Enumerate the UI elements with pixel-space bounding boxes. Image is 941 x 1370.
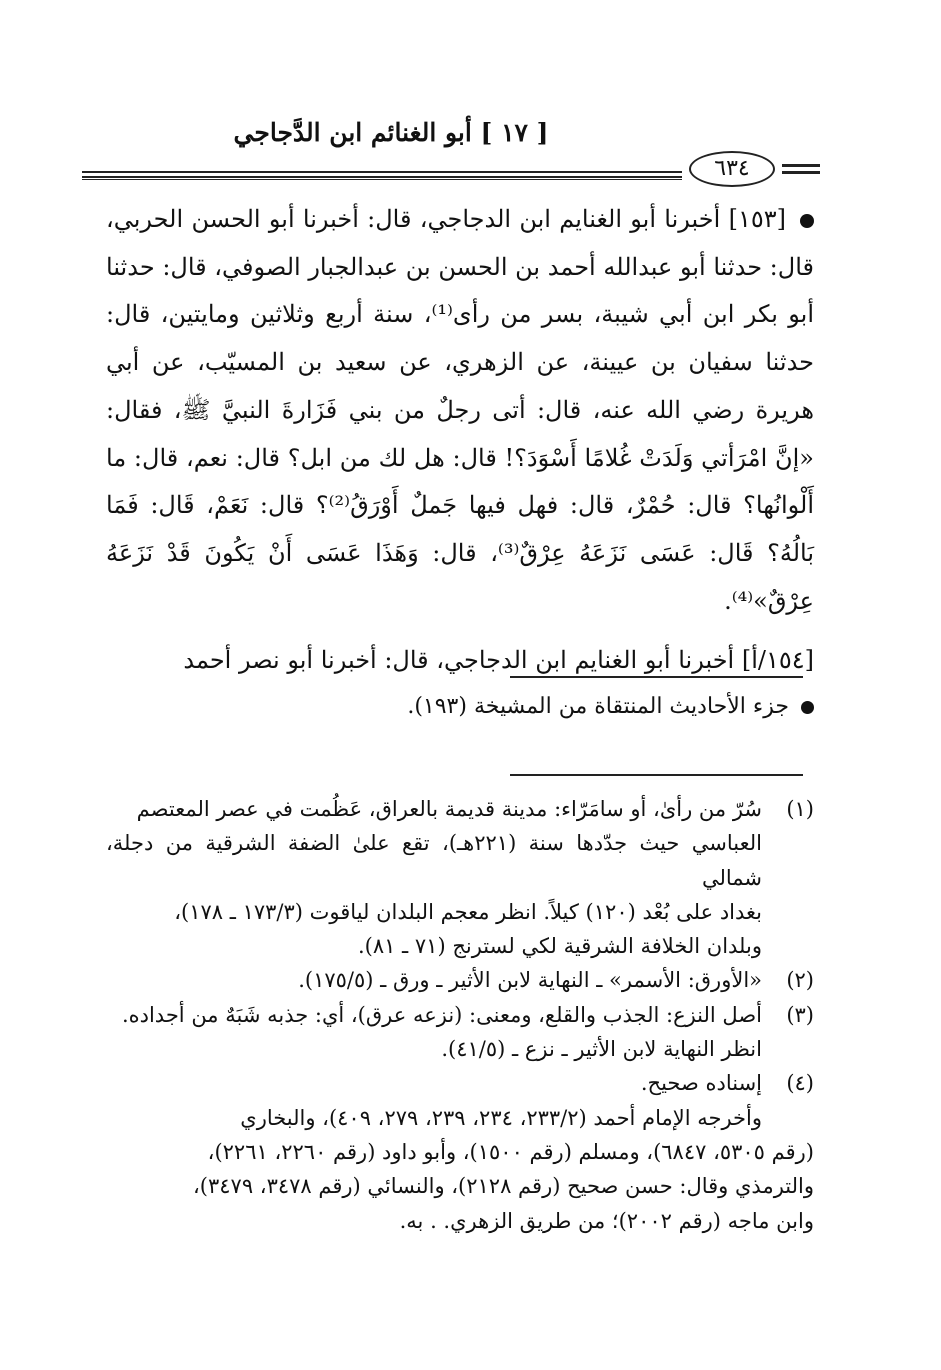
text-line: الحربي، قال: حدثنا أبو عبدالله أحمد بن الحسن بن عبدالجبار الصوفي، (106, 205, 814, 281)
footnote-line: العباسي حيث جدّدها سنة (٢٢١هـ)، تقع علىٰ الضفة الشرقية من دجلة، شمالي (106, 831, 762, 890)
footnote-line: وأخرجه الإمام أحمد (٢٣٣/٢، ٢٣٤، ٢٣٩، ٢٧٩، ٤٠٩)، والبخاري (240, 1105, 762, 1130)
text-line: ما أَلْوانُها؟ قال: حُمْرٌ، قال: فهل فيها جَملٌ أَوْرَقُ⁽²⁾؟ قال: نَعَمْ، قَال: فَمَا (106, 443, 815, 520)
footnote-line: انظر النهاية لابن الأثير ـ نزع ـ (٤١/٥). (441, 1037, 762, 1062)
footnote-line: بغداد على بُعْد (١٢٠) كيلاً. انظر معجم البلدان لياقوت (١٧٣/٣ ـ ١٧٨)، (174, 899, 762, 924)
hadith-153 (106, 196, 814, 625)
footnote-line: سُرّ من رأىٰ، أو سامَرّاء: مدينة قديمة بالعراق، عَظُمت في عصر المعتصم (136, 797, 762, 821)
text-line: «إنَّ امْرَأتي وَلَدَتْ غُلامًا أَسْوَدَ؟! قال: هل لك من ابل؟ قال: نعم، قال: (133, 443, 814, 472)
section-divider (510, 676, 803, 678)
bullet-icon (801, 701, 814, 714)
footnote-text (106, 792, 762, 963)
footnote-1 (106, 792, 814, 963)
footnote-line: إسناده صحيح. (640, 1071, 762, 1096)
bullet-icon (800, 214, 814, 228)
page-number-ornament (782, 164, 820, 167)
footnote-number: (٤) (786, 1071, 814, 1096)
footnote-line: والترمذي وقال: حسن صحيح (رقم ٢١٢٨)، والنسائي (رقم ٣٤٧٨، ٣٤٧٩)، (193, 1174, 814, 1199)
footnote-text (106, 1066, 762, 1100)
footnote-number: (١) (786, 797, 814, 821)
header-rule (82, 171, 682, 173)
footnote-line: (رقم ٥٣٠٥، ٦٨٤٧)، ومسلم (رقم ١٥٠٠)، وأبو داود (رقم ٢٢٦٠، ٢٢٦١)، (207, 1139, 814, 1164)
footnote-line: أصل النزع: الجذب والقلع، ومعنى: (نزعه عرق)، أي: جذبه شَبَهٌ من أجداده. (121, 1002, 762, 1027)
text-line: عن أبي هريرة رضي الله عنه، قال: أتى رجلٌ من بني فَزَارةَ النبيَّ ﷺ، فقال: (106, 348, 814, 424)
header-rule (82, 179, 682, 180)
footnote-3 (106, 998, 814, 1067)
footnote-4-continuation (106, 1101, 814, 1238)
text-line: قال: حدثنا أبو بكر ابن أبي شيبة، بسر من رأى⁽¹⁾، سنة أربع وثلاثين (106, 252, 814, 329)
footnote-text (106, 963, 762, 997)
header-rule (82, 176, 682, 178)
footnote-divider (510, 774, 803, 776)
text-line: [١٥٣] أخبرنا أبو الغنايم ابن الدجاجي، قال: أخبرنا أبو الحسن (191, 205, 786, 233)
main-text (106, 196, 814, 685)
footnote-line: وابن ماجه (رقم ٢٠٠٢)؛ من طريق الزهري. . به. (399, 1208, 814, 1233)
hadith-154: [١٥٤/أ] أخبرنا أبو الغنايم ابن الدجاجي، قال: أخبرنا أبو نصر أحمد (183, 646, 814, 675)
page-number-ornament (782, 171, 820, 174)
footnotes (106, 792, 814, 1238)
footnote-2 (106, 963, 814, 997)
text-line: بَالُهُ؟ قَال: عَسَى نَزَعَهُ عِرْقٌ⁽³⁾، قال: وَهَذَا عَسَى أَنْ يَكُونَ قَدْ نَزَعَهُ عِرْقٌ»⁽⁴⁾. (106, 538, 815, 615)
source-text: جزء الأحاديث المنتقاة من المشيخة (١٩٣). (407, 694, 789, 719)
footnote-line: «الأورق: الأسمر» ـ النهاية لابن الأثير ـ ورق ـ (١٧٥/٥). (298, 968, 762, 993)
source-note (214, 689, 814, 725)
page-number: ٦٣٤ (689, 151, 775, 187)
footnote-text (106, 998, 762, 1067)
footnote-4 (106, 1066, 814, 1100)
text-line: ومايتين، قال: حدثنا سفيان بن عيينة، عن الزهري، عن سعيد بن المسيّب، (106, 300, 815, 377)
running-title: [ ١٧ ] أبو الغنائم ابن الدَّجاجي (233, 118, 549, 147)
footnote-line: وبلدان الخلافة الشرقية لكي لسترنج (٧١ ـ ٨١). (357, 934, 762, 959)
footnote-number: (٣) (786, 1002, 814, 1027)
footnote-number: (٢) (786, 968, 814, 993)
